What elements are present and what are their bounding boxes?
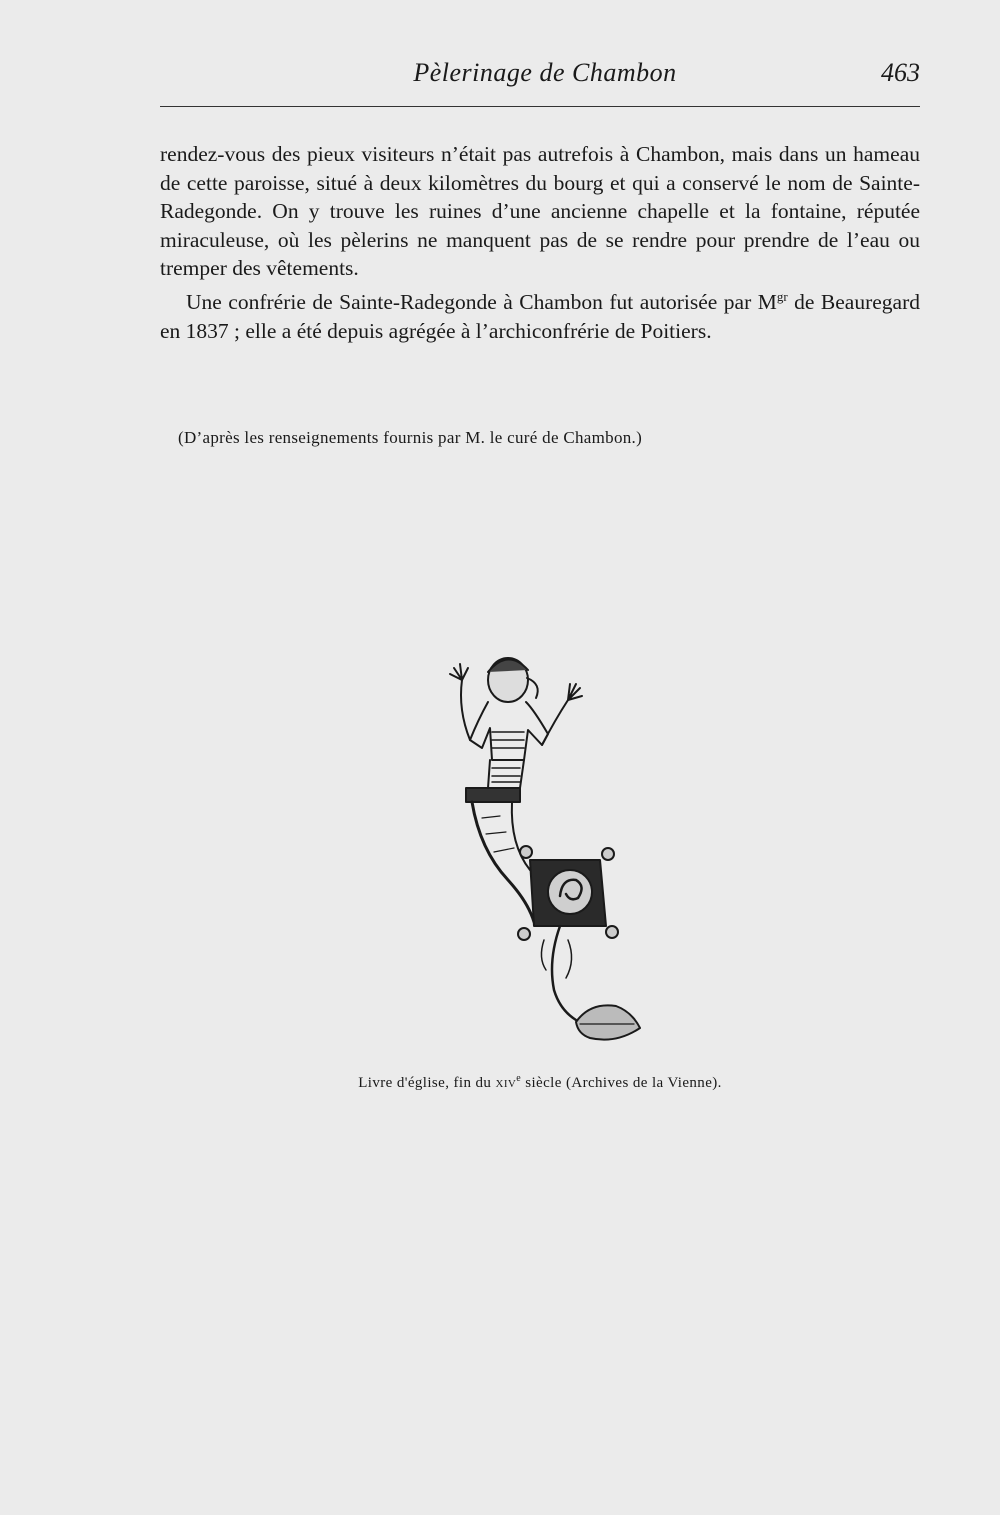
caption-suffix: siècle (Archives de la Vienne). <box>521 1075 722 1091</box>
header-rule <box>160 106 920 107</box>
figure-caption <box>160 1073 920 1092</box>
page-number: 463 <box>881 58 920 87</box>
paragraph-2-suffix: de Beauregard en 1837 ; elle a été depuis agrégée à l’archiconfrérie de Poitiers. <box>160 290 921 343</box>
paragraph-2-prefix: Une confrérie de Sainte-Radegonde à Chambon fut autorisée par M <box>186 290 777 315</box>
paragraph-1: rendez-vous des pieux visiteurs n’était pas autrefois à Chambon, mais dans un hameau de cette paroisse, situé à deux kilomètres du bourg et qui a conservé le nom de Sainte-Radegonde. On y trouve les ruines d’une ancienne chapelle et la fontaine, réputée miraculeuse, où les pèlerins ne manquent pas de se rendre pour prendre de l’eau ou tremper des vêtements. <box>160 142 920 281</box>
figure-illustration <box>430 640 660 1060</box>
source-note: (D’après les renseignements fournis par M. le curé de Chambon.) <box>178 428 643 447</box>
caption-superscript: e <box>516 1073 522 1084</box>
caption-century: xiv <box>495 1075 517 1091</box>
paragraph-2 <box>160 283 920 345</box>
running-title: Pèlerinage de Chambon <box>413 58 677 87</box>
paragraph-2-superscript: gr <box>776 288 788 304</box>
body-text <box>160 140 920 345</box>
running-head <box>160 58 920 98</box>
historiated-initial-illustration <box>430 640 660 1060</box>
caption-prefix: Livre d'église, fin du <box>358 1075 496 1091</box>
